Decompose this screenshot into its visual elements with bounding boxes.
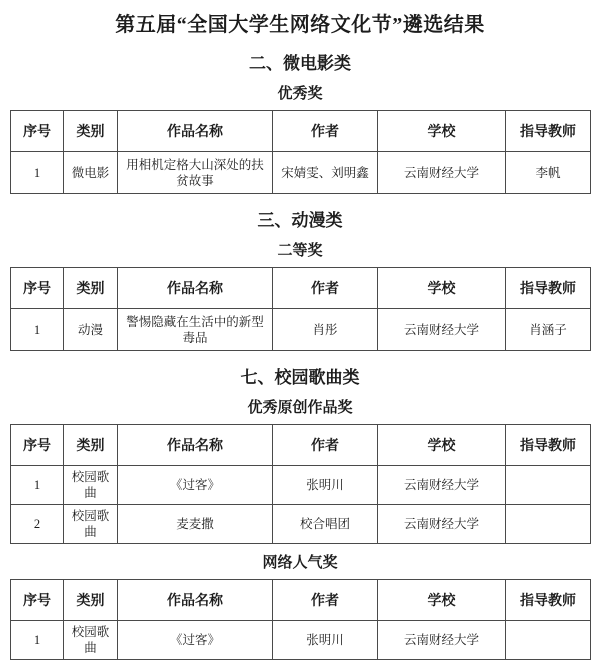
section-campus-song — [10, 367, 590, 544]
cell-category: 校园歌曲 — [64, 505, 118, 544]
cell-work-title: 警惕隐藏在生活中的新型毒品 — [118, 309, 273, 351]
header-school: 学校 — [378, 580, 506, 621]
cell-category: 微电影 — [64, 152, 118, 194]
table-row — [11, 309, 591, 351]
cell-category: 校园歌曲 — [64, 621, 118, 660]
cell-school: 云南财经大学 — [378, 621, 506, 660]
header-teacher: 指导教师 — [506, 580, 591, 621]
header-index: 序号 — [11, 111, 64, 152]
cell-author: 肖彤 — [273, 309, 378, 351]
section-heading: 七、校园歌曲类 — [240, 368, 360, 387]
header-work-title: 作品名称 — [118, 425, 273, 466]
award-heading: 优秀奖 — [277, 86, 323, 102]
table-row — [11, 466, 591, 505]
cell-school: 云南财经大学 — [378, 309, 506, 351]
cell-work-title: 用相机定格大山深处的扶贫故事 — [118, 152, 273, 194]
table-header-row — [11, 268, 591, 309]
cell-index: 1 — [11, 621, 64, 660]
cell-work-title: 《过客》 — [118, 466, 273, 505]
table-header-row — [11, 111, 591, 152]
results-table-animation — [10, 267, 591, 351]
header-teacher: 指导教师 — [506, 111, 591, 152]
header-index: 序号 — [11, 425, 64, 466]
award-group-popularity — [10, 554, 590, 660]
results-table-popularity — [10, 579, 591, 660]
header-school: 学校 — [378, 111, 506, 152]
section-heading: 二、微电影类 — [249, 54, 351, 73]
header-school: 学校 — [378, 268, 506, 309]
results-table-micro-film — [10, 110, 591, 194]
cell-author: 张明川 — [273, 466, 378, 505]
header-index: 序号 — [11, 268, 64, 309]
table-header-row — [11, 580, 591, 621]
header-author: 作者 — [273, 425, 378, 466]
header-teacher: 指导教师 — [506, 268, 591, 309]
cell-index: 2 — [11, 505, 64, 544]
cell-school: 云南财经大学 — [378, 466, 506, 505]
results-table-original-works — [10, 424, 591, 544]
cell-index: 1 — [11, 309, 64, 351]
header-category: 类别 — [64, 268, 118, 309]
section-animation — [10, 210, 590, 351]
cell-teacher — [506, 621, 591, 660]
header-category: 类别 — [64, 111, 118, 152]
cell-school: 云南财经大学 — [378, 152, 506, 194]
cell-category: 校园歌曲 — [64, 466, 118, 505]
cell-author: 宋婧雯、刘明鑫 — [273, 152, 378, 194]
section-micro-film — [10, 53, 590, 194]
table-row — [11, 621, 591, 660]
cell-index: 1 — [11, 466, 64, 505]
cell-work-title: 《过客》 — [118, 621, 273, 660]
header-author: 作者 — [273, 111, 378, 152]
cell-author: 校合唱团 — [273, 505, 378, 544]
cell-teacher: 李帆 — [506, 152, 591, 194]
award-heading: 优秀原创作品奖 — [247, 400, 353, 416]
section-heading: 三、动漫类 — [257, 211, 343, 230]
award-heading: 二等奖 — [277, 243, 323, 259]
cell-teacher: 肖涵子 — [506, 309, 591, 351]
header-author: 作者 — [273, 268, 378, 309]
cell-category: 动漫 — [64, 309, 118, 351]
header-category: 类别 — [64, 580, 118, 621]
cell-work-title: 麦麦撒 — [118, 505, 273, 544]
cell-author: 张明川 — [273, 621, 378, 660]
header-index: 序号 — [11, 580, 64, 621]
header-teacher: 指导教师 — [506, 425, 591, 466]
table-row — [11, 505, 591, 544]
header-school: 学校 — [378, 425, 506, 466]
header-author: 作者 — [273, 580, 378, 621]
cell-school: 云南财经大学 — [378, 505, 506, 544]
page-title: 第五届“全国大学生网络文化节”遴选结果 — [115, 14, 485, 36]
cell-teacher — [506, 505, 591, 544]
award-heading: 网络人气奖 — [262, 555, 338, 571]
header-work-title: 作品名称 — [118, 268, 273, 309]
cell-index: 1 — [11, 152, 64, 194]
header-work-title: 作品名称 — [118, 111, 273, 152]
cell-teacher — [506, 466, 591, 505]
table-row — [11, 152, 591, 194]
header-category: 类别 — [64, 425, 118, 466]
table-header-row — [11, 425, 591, 466]
header-work-title: 作品名称 — [118, 580, 273, 621]
